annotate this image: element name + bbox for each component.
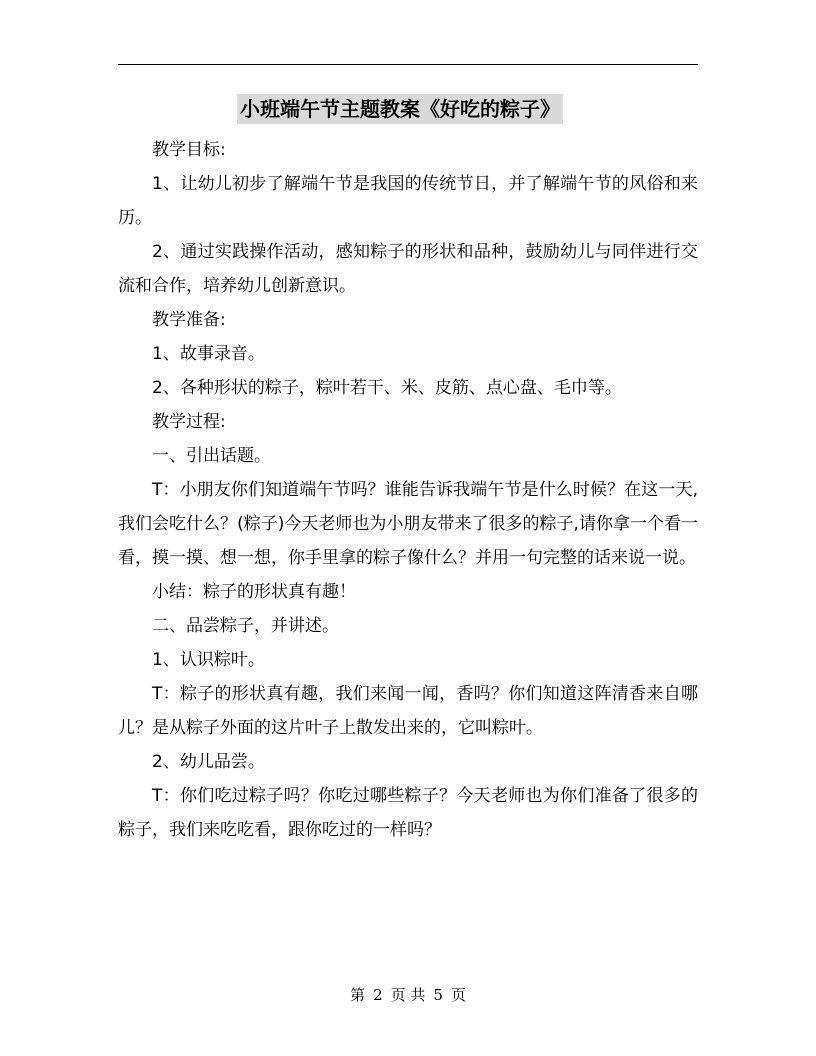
paragraph: 2、各种形状的粽子，粽叶若干、米、皮筋、点心盘、毛巾等。 bbox=[152, 378, 622, 398]
paragraph: 2、通过实践操作活动，感知粽子的形状和品种，鼓励幼儿与同伴进行交流和合作，培养幼儿创新意识。 bbox=[118, 242, 698, 296]
footer-middle: 页 共 bbox=[390, 986, 426, 1004]
paragraph: 教学过程: bbox=[152, 412, 226, 432]
page-footer bbox=[0, 984, 816, 1005]
paragraph: T：粽子的形状真有趣，我们来闻一闻，香吗？你们知道这阵清香来自哪儿？是从粽子外面的这片叶子上散发出来的，它叫粽叶。 bbox=[118, 684, 698, 738]
paragraph: 教学目标: bbox=[152, 140, 226, 160]
current-page-number: 2 bbox=[373, 986, 383, 1004]
paragraph: 一、引出话题。 bbox=[152, 446, 271, 466]
paragraph: 1、故事录音。 bbox=[152, 344, 265, 364]
paragraph: 小结：粽子的形状真有趣！ bbox=[152, 582, 356, 602]
paragraph: 1、认识粽叶。 bbox=[152, 650, 265, 670]
header-rule bbox=[118, 64, 698, 65]
document-body bbox=[118, 133, 698, 847]
paragraph: 二、品尝粽子，并讲述。 bbox=[152, 616, 339, 636]
total-page-count: 5 bbox=[433, 986, 443, 1004]
document-title: 小班端午节主题教案《好吃的粽子》 bbox=[237, 94, 563, 124]
paragraph: T：你们吃过粽子吗？你吃过哪些粽子？今天老师也为你们准备了很多的粽子，我们来吃吃看，跟你吃过的一样吗？ bbox=[118, 786, 698, 840]
paragraph: 2、幼儿品尝。 bbox=[152, 752, 265, 772]
paragraph: 教学准备: bbox=[152, 310, 226, 330]
footer-prefix: 第 bbox=[350, 986, 366, 1004]
footer-suffix: 页 bbox=[450, 986, 466, 1004]
paragraph: 1、让幼儿初步了解端午节是我国的传统节日，并了解端午节的风俗和来历。 bbox=[118, 174, 698, 228]
paragraph: T：小朋友你们知道端午节吗？谁能告诉我端午节是什么时候？在这一天,我们会吃什么？(粽子)今天老师也为小朋友带来了很多的粽子,请你拿一个看一看，摸一摸、想一想，你手里拿的粽子像什么？并用一句完整的话来说一说。 bbox=[118, 480, 698, 568]
